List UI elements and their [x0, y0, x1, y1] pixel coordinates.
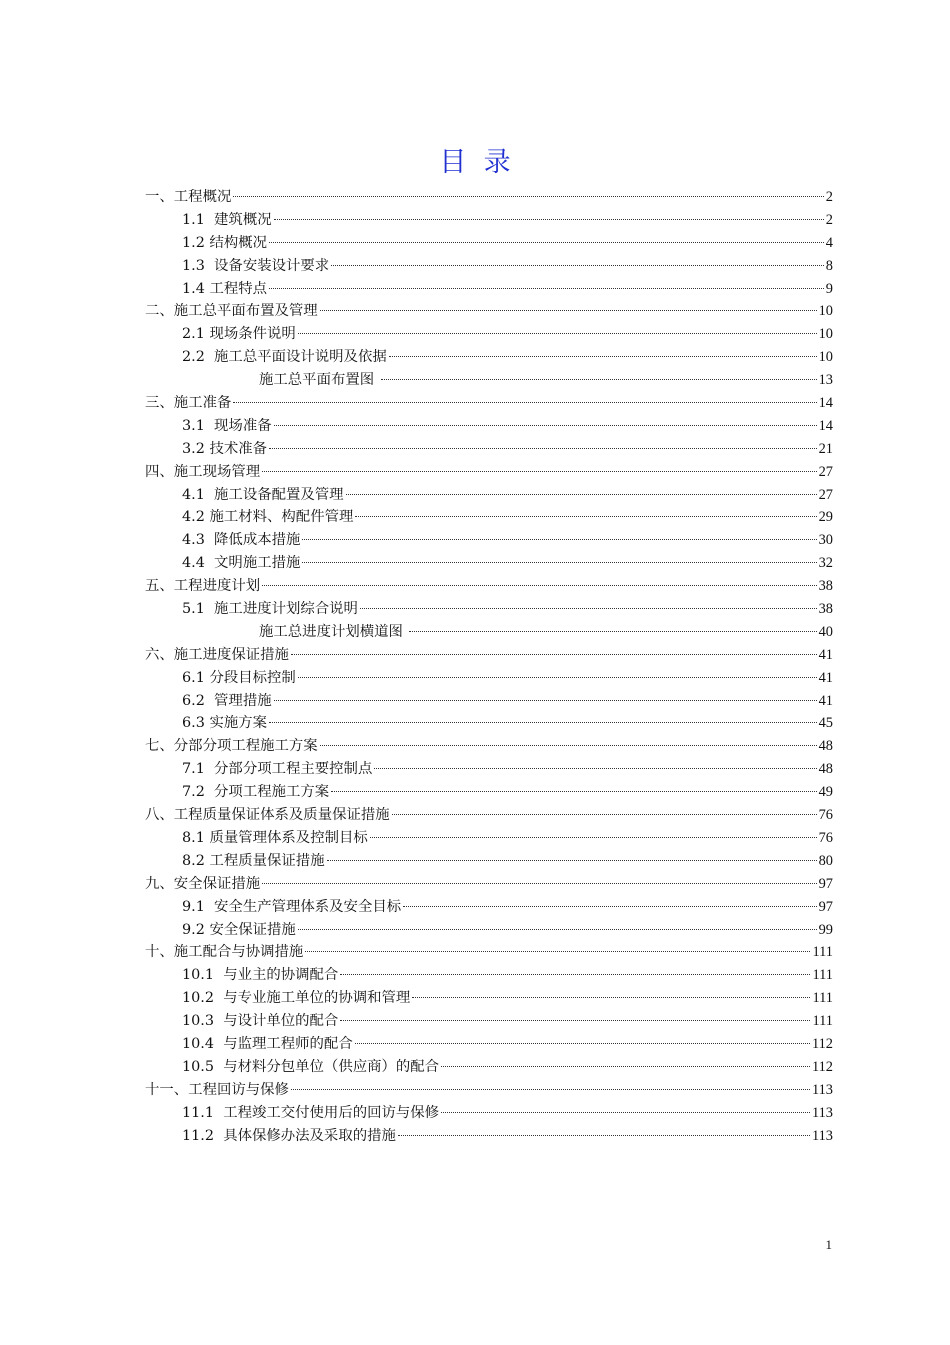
toc-entry-label: 9.1 安全生产管理体系及安全目标	[182, 898, 402, 915]
dot-leader	[305, 951, 810, 952]
dot-leader	[262, 585, 816, 586]
toc-entry-label: 1.1 建筑概况	[182, 211, 272, 228]
toc-entry[interactable]	[145, 278, 833, 301]
toc-entry-page: 4	[825, 234, 833, 251]
toc-entry-label: 3.1 现场准备	[182, 417, 272, 434]
dot-leader	[274, 219, 824, 220]
toc-entry-label: 7.1 分部分项工程主要控制点	[182, 761, 373, 778]
toc-entry-page: 76	[818, 829, 833, 846]
toc-entry[interactable]	[145, 621, 833, 644]
dot-leader	[269, 722, 817, 723]
toc-entry[interactable]	[145, 232, 833, 255]
dot-leader	[331, 791, 816, 792]
toc-entry[interactable]	[145, 1010, 833, 1033]
dot-leader	[441, 1066, 810, 1067]
toc-entry[interactable]	[145, 1079, 833, 1102]
dot-leader	[269, 288, 824, 289]
toc-entry-label: 4.3 降低成本措施	[182, 532, 301, 549]
toc-entry[interactable]	[145, 712, 833, 735]
toc-entry-page: 49	[818, 784, 833, 801]
toc-entry[interactable]	[145, 1125, 833, 1148]
toc-entry[interactable]	[145, 1102, 833, 1125]
dot-leader	[392, 814, 817, 815]
toc-entry-page: 29	[818, 509, 833, 526]
toc-entry[interactable]	[145, 552, 833, 575]
toc-entry[interactable]	[145, 964, 833, 987]
dot-leader	[441, 1112, 810, 1113]
toc-entry[interactable]	[145, 644, 833, 667]
dot-leader	[233, 402, 816, 403]
toc-entry[interactable]	[145, 575, 833, 598]
toc-entry-page: 9	[825, 280, 833, 297]
toc-entry-page: 45	[818, 715, 833, 732]
toc-entry-label: 八、工程质量保证体系及质量保证措施	[145, 807, 390, 824]
toc-entry-label: 10.1 与业主的协调配合	[182, 967, 339, 984]
toc-entry-label: 8.1 质量管理体系及控制目标	[182, 829, 368, 846]
toc-entry-page: 21	[818, 440, 833, 457]
toc-entry-page: 111	[812, 944, 833, 961]
toc-entry-label: 6.3 实施方案	[182, 715, 268, 732]
dot-leader	[346, 494, 817, 495]
toc-entry-page: 111	[812, 967, 833, 984]
dot-leader	[302, 539, 816, 540]
toc-entry-label: 施工总平面布置图	[259, 372, 379, 389]
toc-entry-page: 97	[818, 875, 833, 892]
toc-entry-page: 27	[818, 486, 833, 503]
toc-entry-label: 4.1 施工设备配置及管理	[182, 486, 344, 503]
toc-entry-label: 1.2 结构概况	[182, 234, 268, 251]
toc-entry-page: 14	[818, 417, 833, 434]
toc-entry-page: 112	[811, 1058, 833, 1075]
toc-entry[interactable]	[145, 1056, 833, 1079]
dot-leader	[274, 700, 817, 701]
dot-leader	[262, 471, 816, 472]
toc-entry-page: 99	[818, 921, 833, 938]
dot-leader	[291, 1089, 810, 1090]
dot-leader	[355, 516, 816, 517]
toc-entry[interactable]	[145, 598, 833, 621]
toc-entry[interactable]	[145, 919, 833, 942]
toc-entry-page: 10	[818, 349, 833, 366]
toc-entry-label: 十一、工程回访与保修	[145, 1081, 289, 1098]
toc-entry-page: 14	[818, 395, 833, 412]
toc-entry-label: 6.2 管理措施	[182, 692, 272, 709]
toc-entry-page: 113	[811, 1081, 833, 1098]
dot-leader	[340, 1020, 810, 1021]
dot-leader	[381, 379, 817, 380]
table-of-contents	[145, 186, 833, 1147]
toc-entry-page: 111	[812, 1013, 833, 1030]
toc-entry-label: 施工总进度计划横道图	[259, 623, 408, 640]
toc-entry[interactable]	[145, 987, 833, 1010]
toc-entry-label: 8.2 工程质量保证措施	[182, 852, 325, 869]
toc-entry-label: 五、工程进度计划	[145, 578, 261, 595]
dot-leader	[302, 562, 816, 563]
toc-entry-page: 10	[818, 303, 833, 320]
toc-entry-page: 38	[818, 601, 833, 618]
toc-entry-page: 2	[825, 211, 833, 228]
toc-entry[interactable]	[145, 255, 833, 278]
toc-entry-page: 2	[825, 189, 833, 205]
toc-entry-label: 4.4 文明施工措施	[182, 555, 301, 572]
toc-entry-label: 四、施工现场管理	[145, 463, 261, 480]
toc-entry-label: 4.2 施工材料、构配件管理	[182, 509, 354, 526]
dot-leader	[389, 356, 817, 357]
dot-leader	[269, 242, 824, 243]
dot-leader	[370, 837, 817, 838]
toc-entry-label: 十、施工配合与协调措施	[145, 944, 304, 961]
toc-entry[interactable]	[145, 827, 833, 850]
toc-entry-label: 9.2 安全保证措施	[182, 921, 296, 938]
page-number: 1	[825, 1237, 832, 1252]
toc-entry[interactable]	[145, 1033, 833, 1056]
toc-entry[interactable]	[145, 690, 833, 713]
toc-entry-label: 2.2 施工总平面设计说明及依据	[182, 349, 387, 366]
toc-entry[interactable]	[145, 346, 833, 369]
toc-entry[interactable]	[145, 873, 833, 896]
toc-entry-page: 113	[811, 1127, 833, 1144]
toc-entry[interactable]	[145, 667, 833, 690]
dot-leader	[320, 310, 817, 311]
toc-entry[interactable]	[145, 323, 833, 346]
toc-entry-page: 13	[818, 372, 833, 389]
toc-entry-label: 11.1 工程竣工交付使用后的回访与保修	[182, 1104, 440, 1121]
toc-entry[interactable]	[145, 438, 833, 461]
toc-entry-label: 1.4 工程特点	[182, 280, 268, 297]
dot-leader	[298, 929, 817, 930]
dot-leader	[398, 1135, 810, 1136]
toc-entry[interactable]	[145, 415, 833, 438]
dot-leader	[355, 1043, 810, 1044]
dot-leader	[262, 883, 816, 884]
toc-entry-page: 27	[818, 463, 833, 480]
toc-entry-label: 6.1 分段目标控制	[182, 669, 296, 686]
toc-entry-label: 11.2 具体保修办法及采取的措施	[182, 1127, 396, 1144]
toc-entry-label: 九、安全保证措施	[145, 875, 261, 892]
toc-entry[interactable]	[145, 735, 833, 758]
toc-entry-page: 41	[818, 692, 833, 709]
dot-leader	[298, 677, 817, 678]
toc-entry-label: 1.3 设备安装设计要求	[182, 257, 330, 274]
dot-leader	[360, 608, 817, 609]
toc-entry[interactable]	[145, 850, 833, 873]
toc-entry[interactable]	[145, 186, 833, 209]
dot-leader	[269, 448, 817, 449]
toc-entry[interactable]	[145, 804, 833, 827]
toc-entry[interactable]	[145, 392, 833, 415]
toc-entry-page: 30	[818, 532, 833, 549]
toc-entry[interactable]	[145, 209, 833, 232]
toc-entry-label: 10.4 与监理工程师的配合	[182, 1035, 353, 1052]
toc-entry[interactable]	[145, 484, 833, 507]
dot-leader	[320, 745, 817, 746]
toc-entry-label: 一、工程概况	[145, 189, 232, 205]
toc-entry-label: 二、施工总平面布置及管理	[145, 303, 318, 320]
toc-entry-label: 5.1 施工进度计划综合说明	[182, 601, 358, 618]
toc-entry[interactable]	[145, 758, 833, 781]
toc-entry-label: 七、分部分项工程施工方案	[145, 738, 318, 755]
toc-entry[interactable]	[145, 300, 833, 323]
toc-entry-page: 111	[812, 990, 833, 1007]
toc-entry-page: 8	[825, 257, 833, 274]
toc-entry[interactable]	[145, 506, 833, 529]
toc-entry[interactable]	[145, 529, 833, 552]
dot-leader	[331, 265, 824, 266]
toc-entry-page: 48	[818, 761, 833, 778]
dot-leader	[274, 425, 817, 426]
dot-leader	[233, 196, 823, 197]
toc-entry-page: 10	[818, 326, 833, 343]
toc-entry-label: 2.1 现场条件说明	[182, 326, 296, 343]
dot-leader	[298, 333, 817, 334]
toc-entry-page: 112	[811, 1035, 833, 1052]
toc-entry-page: 41	[818, 669, 833, 686]
dot-leader	[403, 906, 816, 907]
dot-leader	[340, 974, 810, 975]
dot-leader	[327, 860, 817, 861]
toc-entry-label: 10.2 与专业施工单位的协调和管理	[182, 990, 411, 1007]
toc-entry-page: 32	[818, 555, 833, 572]
toc-entry-label: 3.2 技术准备	[182, 440, 268, 457]
toc-entry-page: 41	[818, 646, 833, 663]
dot-leader	[374, 768, 816, 769]
toc-entry-page: 40	[818, 623, 833, 640]
toc-entry-page: 38	[818, 578, 833, 595]
toc-entry-label: 三、施工准备	[145, 395, 232, 412]
toc-entry-label: 六、施工进度保证措施	[145, 646, 289, 663]
toc-entry[interactable]	[145, 896, 833, 919]
toc-entry-page: 113	[811, 1104, 833, 1121]
toc-entry[interactable]	[145, 461, 833, 484]
toc-title: 目 录	[439, 147, 511, 178]
toc-entry-page: 80	[818, 852, 833, 869]
toc-entry-page: 97	[818, 898, 833, 915]
dot-leader	[291, 654, 817, 655]
toc-entry-page: 48	[818, 738, 833, 755]
toc-entry[interactable]	[145, 941, 833, 964]
dot-leader	[412, 997, 810, 998]
toc-entry[interactable]	[145, 369, 833, 392]
dot-leader	[409, 631, 816, 632]
toc-entry-label: 10.5 与材料分包单位（供应商）的配合	[182, 1058, 440, 1075]
toc-entry[interactable]	[145, 781, 833, 804]
toc-entry-label: 10.3 与设计单位的配合	[182, 1013, 339, 1030]
toc-entry-label: 7.2 分项工程施工方案	[182, 784, 330, 801]
toc-entry-page: 76	[818, 807, 833, 824]
